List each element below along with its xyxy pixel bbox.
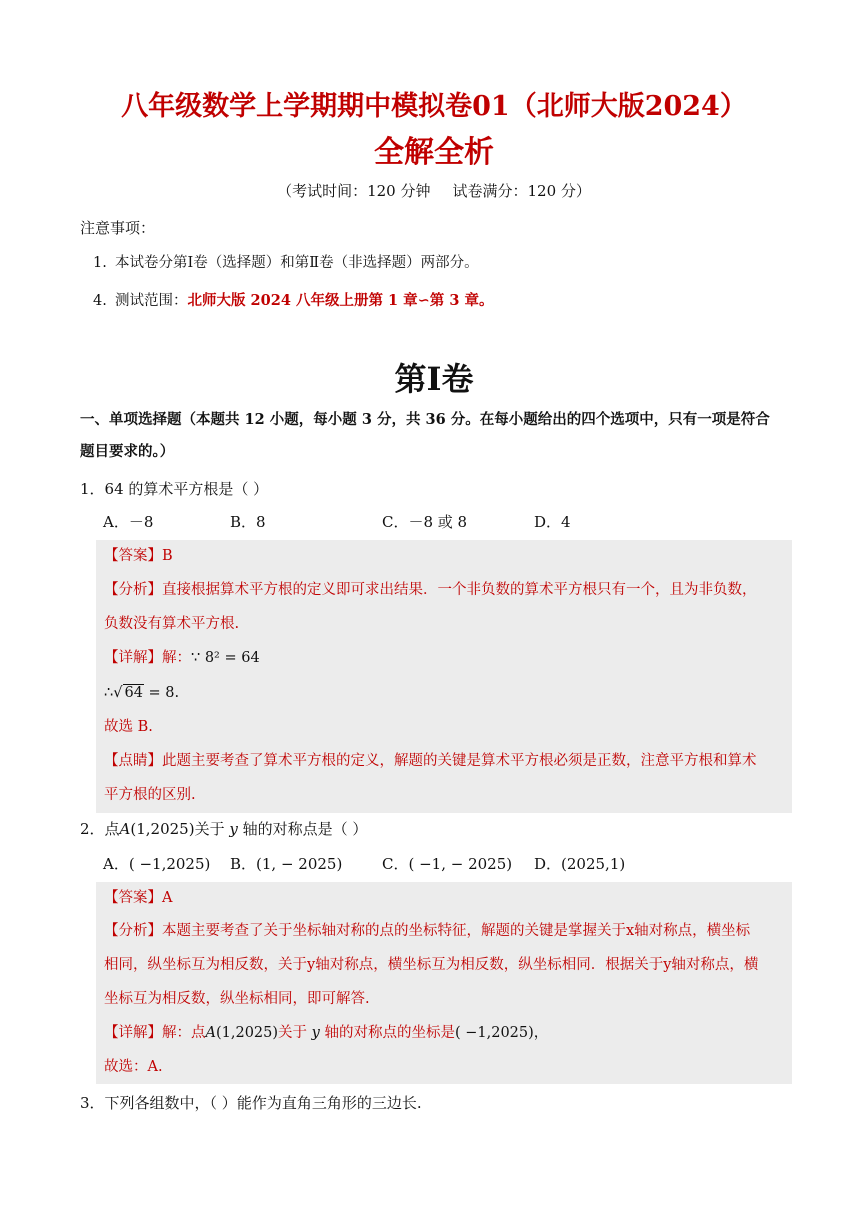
notice-item-2 xyxy=(93,290,493,312)
answer-value: A xyxy=(162,890,173,906)
question-2-conclusion: 故选：A. xyxy=(104,1059,163,1075)
radicand: 64 xyxy=(124,685,143,701)
question-2-analysis-line-2: 相同，纵坐标互为相反数，关于y轴对称点，横坐标互为相反数，纵坐标相同．根据关于y轴对称点，横 xyxy=(104,957,759,973)
axis-label: y xyxy=(229,820,238,838)
question-2-analysis-line-1 xyxy=(104,920,750,942)
question-1-option-b: B．8 xyxy=(230,513,266,531)
detail-step-1: ∵ 8² = 64 xyxy=(191,650,260,666)
question-1-analysis-line-2: 负数没有算术平方根. xyxy=(104,616,240,632)
point-label: A xyxy=(119,820,131,838)
detail-end: ， xyxy=(533,1025,549,1041)
stem-suffix: 轴的对称点是（ ） xyxy=(237,820,368,838)
comment-text: 此题主要考查了算术平方根的定义，解题的关键是算术平方根必须是正数，注意平方根和算术 xyxy=(162,753,757,769)
question-1-detail xyxy=(104,647,260,669)
question-2-analysis-line-3: 坐标互为相反数，纵坐标相同，即可解答. xyxy=(104,991,370,1007)
question-1-option-c: C．－8 或 8 xyxy=(382,513,468,531)
detail-tag: 【详解】 xyxy=(104,650,162,666)
detail-prefix: 解：点 xyxy=(162,1025,206,1041)
stem-mid: 关于 xyxy=(194,820,230,838)
analysis-tag: 【分析】 xyxy=(104,582,162,598)
analysis-text: 本题主要考查了关于坐标轴对称的点的坐标特征，解题的关键是掌握关于x轴对称点，横坐标 xyxy=(162,923,751,939)
detail-prefix: 解： xyxy=(162,650,191,666)
section-title: 第Ⅰ卷 xyxy=(394,360,474,398)
point-label: A xyxy=(205,1025,216,1041)
question-1-comment-line-1 xyxy=(104,750,757,772)
answer-tag: 【答案】 xyxy=(104,890,162,906)
document-subtitle: 全解全析 xyxy=(374,135,494,170)
question-1-comment-line-2: 平方根的区别. xyxy=(104,787,196,803)
point-coord: (1,2025) xyxy=(215,1025,279,1041)
answer-value: B xyxy=(162,548,173,564)
sqrt-result: = 8. xyxy=(143,685,180,701)
question-2-stem xyxy=(80,818,367,840)
notice-item-1-text: 本试卷分第Ⅰ卷（选择题）和第Ⅱ卷（非选择题）两部分。 xyxy=(115,255,479,271)
test-range: 北师大版 2024 八年级上册第 1 章∽第 3 章。 xyxy=(187,292,494,309)
question-1-conclusion: 故选 B. xyxy=(104,719,153,735)
exam-time: （考试时间：120 分钟 xyxy=(277,182,431,200)
notice-item-2-number: 4. xyxy=(93,293,107,309)
stem-prefix: 2．点 xyxy=(80,820,120,838)
question-3-stem: 3．下列各组数中，（ ）能作为直角三角形的三边长. xyxy=(80,1094,422,1112)
question-1-analysis-line-1 xyxy=(104,579,757,601)
part-heading-line-2: 题目要求的。） xyxy=(80,443,175,460)
notice-item-2-prefix: 测试范围： xyxy=(115,293,188,309)
comment-tag: 【点睛】 xyxy=(104,753,162,769)
notice-item-1 xyxy=(93,252,479,274)
therefore-symbol: ∴ xyxy=(104,685,114,701)
question-2-detail xyxy=(104,1022,548,1044)
question-1-stem: 1．64 的算术平方根是（ ） xyxy=(80,480,269,498)
question-1-option-a: A．－8 xyxy=(103,513,154,531)
detail-mid-2: 轴的对称点的坐标是 xyxy=(319,1025,455,1041)
analysis-text: 直接根据算术平方根的定义即可求出结果．一个非负数的算术平方根只有一个，且为非负数， xyxy=(162,582,757,598)
question-1-detail-step-2: ∴√ 64 = 8. xyxy=(104,685,180,701)
question-2-option-a: A．( −1,2025) xyxy=(103,855,211,873)
axis-label: y xyxy=(311,1025,320,1041)
question-2-answer xyxy=(104,887,172,909)
detail-mid: 关于 xyxy=(278,1025,312,1041)
question-1-option-d: D．4 xyxy=(534,513,571,531)
question-2-option-b: B．(1, − 2025) xyxy=(230,855,343,873)
question-2-option-d: D．(2025,1) xyxy=(534,855,626,873)
notice-item-1-number: 1. xyxy=(93,255,107,271)
question-1-answer xyxy=(104,545,173,567)
point-coord: (1,2025) xyxy=(130,820,195,838)
answer-tag: 【答案】 xyxy=(104,548,162,564)
analysis-tag: 【分析】 xyxy=(104,923,162,939)
notice-heading: 注意事项： xyxy=(80,219,156,237)
document-title: 八年级数学上学期期中模拟卷01（北师大版2024） xyxy=(121,91,747,122)
symmetric-point: ( −1,2025) xyxy=(454,1025,534,1041)
exam-info xyxy=(0,180,868,202)
question-2-solution-box xyxy=(96,882,792,1084)
full-score: 试卷满分：120 分） xyxy=(452,182,591,200)
question-2-option-c: C．( −1, − 2025) xyxy=(382,855,513,873)
part-heading-line-1: 一、单项选择题（本题共 12 小题，每小题 3 分，共 36 分。在每小题给出的四个选项中，只有一项是符合 xyxy=(80,411,770,428)
detail-tag: 【详解】 xyxy=(104,1025,162,1041)
